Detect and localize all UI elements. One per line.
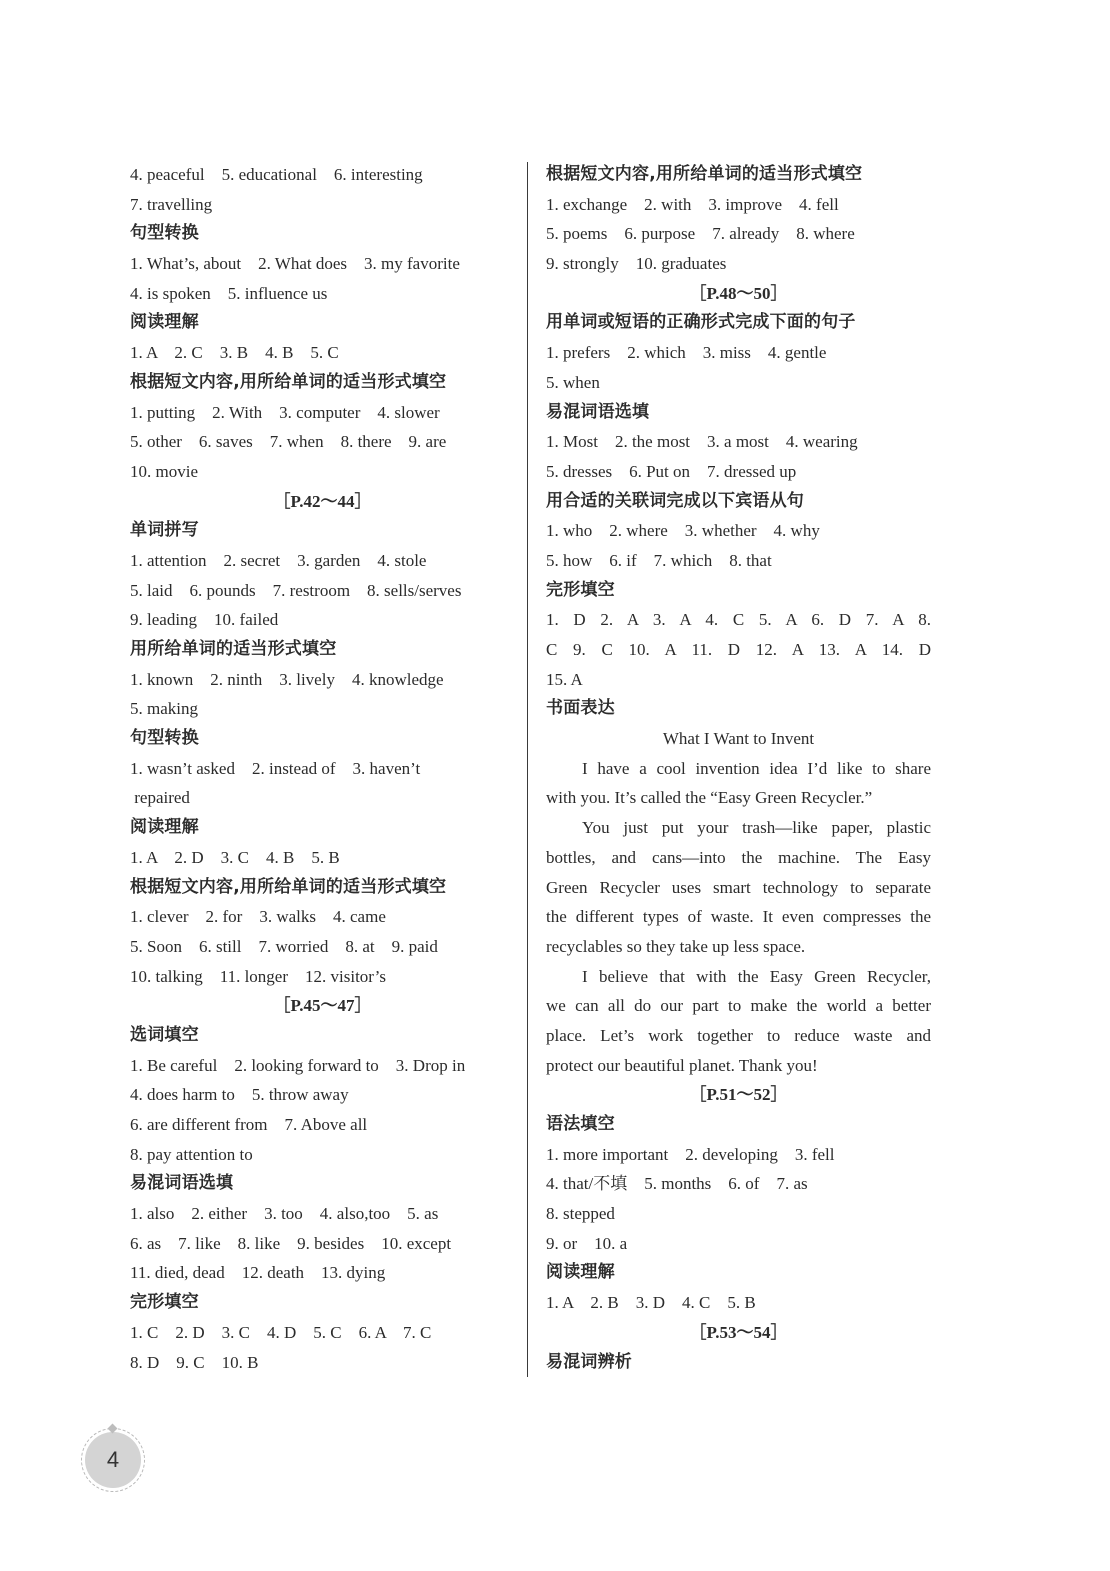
section-heading: 句型转换: [130, 223, 199, 244]
answer-line: 6. are different from 7. Above all: [130, 1115, 368, 1134]
answer-line: 4. that/不填 5. months 6. of 7. as: [546, 1174, 808, 1194]
answer-line: 9. leading 10. failed: [130, 610, 279, 630]
page-number: 4: [85, 1432, 141, 1488]
section-heading: 易混词语选填: [130, 1173, 234, 1194]
answer-line: bottles, and cans—into the machine. The Easy: [546, 847, 931, 867]
page-range-marker: ［P.48～50］: [689, 283, 788, 303]
page-range-marker: ［P.45～47］: [273, 996, 372, 1016]
section-heading: 选词填空: [130, 1024, 199, 1045]
left-column: [130, 160, 515, 1377]
answer-line: 6. as 7. like 8. like 9. besides 10. except: [130, 1233, 452, 1253]
page-range-marker: ［P.51～52］: [689, 1085, 788, 1105]
answer-line: 8. pay attention to: [130, 1144, 253, 1164]
answer-line: 1. who 2. where 3. whether 4. why: [546, 521, 820, 541]
answer-line: 5. how 6. if 7. which 8. that: [546, 550, 772, 570]
answer-line: 5. making: [130, 699, 198, 719]
section-heading: 根据短文内容,用所给单词的适当形式填空: [546, 164, 863, 184]
section-heading: 用所给单词的适当形式填空: [130, 639, 337, 659]
answer-line: 4. is spoken 5. influence us: [130, 283, 328, 303]
answer-line: 1. wasn’t asked 2. instead of 3. haven’t: [130, 758, 421, 778]
answer-line: 10. talking 11. longer 12. visitor’s: [130, 966, 386, 986]
answer-line: 5. when: [546, 372, 600, 392]
answer-line: with you. It’s called the “Easy Green Recycler.”: [546, 788, 873, 808]
section-heading: 阅读理解: [130, 817, 199, 838]
answer-line: 4. peaceful 5. educational 6. interesting: [130, 165, 423, 184]
section-heading: 根据短文内容,用所给单词的适当形式填空: [130, 876, 447, 897]
answer-line: 1. C 2. D 3. C 4. D 5. C 6. A 7. C: [130, 1322, 432, 1342]
answer-line: 1. known 2. ninth 3. lively 4. knowledge: [130, 669, 444, 689]
answer-line: recyclables so they take up less space.: [546, 936, 806, 956]
answer-line: 1. A 2. C 3. B 4. B 5. C: [130, 343, 339, 363]
answer-line: 8. D 9. C 10. B: [130, 1352, 259, 1372]
answer-line: 1. What’s, about 2. What does 3. my favorite: [130, 254, 460, 274]
section-heading: 易混词辨析: [546, 1351, 632, 1372]
answer-line: 10. movie: [130, 461, 198, 481]
answer-line: 5. other 6. saves 7. when 8. there 9. are: [130, 432, 447, 452]
section-heading: 句型转换: [130, 728, 199, 749]
answer-line: 1. D 2. A 3. A 4. C 5. A 6. D 7. A 8.: [546, 610, 931, 630]
column-divider: [527, 162, 528, 1377]
page-range-marker: ［P.42～44］: [273, 491, 372, 511]
answer-line: we can all do our part to make the world a better: [546, 996, 931, 1016]
section-heading: 完形填空: [546, 579, 615, 600]
section-heading: 书面表达: [546, 698, 615, 719]
answer-line: protect our beautiful planet. Thank you!: [546, 1055, 818, 1075]
answer-line: 5. poems 6. purpose 7. already 8. where: [546, 224, 855, 244]
section-heading: 完形填空: [130, 1292, 199, 1313]
page-number-badge: [81, 1428, 145, 1492]
section-heading: 易混词语选填: [546, 401, 650, 422]
right-column: [546, 160, 931, 1377]
answer-line: the different types of waste. It even compresses the: [546, 907, 931, 927]
section-heading: 语法填空: [546, 1114, 615, 1134]
answer-line: repaired: [130, 788, 190, 808]
essay-paragraph-start: You just put your trash—like paper, plastic: [582, 818, 931, 838]
essay-paragraph-start: I believe that with the Easy Green Recycler,: [582, 966, 931, 986]
answer-line: 1. more important 2. developing 3. fell: [546, 1144, 835, 1164]
section-heading: 阅读理解: [546, 1262, 615, 1283]
section-heading: 根据短文内容,用所给单词的适当形式填空: [130, 371, 447, 392]
answer-line: 5. Soon 6. still 7. worried 8. at 9. paid: [130, 936, 438, 956]
answer-line: 1. attention 2. secret 3. garden 4. stole: [130, 550, 427, 570]
essay-paragraph-start: I have a cool invention idea I’d like to share: [582, 758, 931, 778]
answer-line: place. Let’s work together to reduce waste and: [546, 1025, 931, 1045]
answer-line: 1. putting 2. With 3. computer 4. slower: [130, 402, 440, 422]
answer-line: 7. travelling: [130, 194, 213, 214]
answer-line: 4. does harm to 5. throw away: [130, 1085, 349, 1105]
answer-line: C 9. C 10. A 11. D 12. A 13. A 14. D: [546, 640, 931, 659]
answer-line: 1. also 2. either 3. too 4. also,too 5. as: [130, 1204, 439, 1224]
answer-line: 1. prefers 2. which 3. miss 4. gentle: [546, 343, 827, 363]
answer-line: 15. A: [546, 669, 583, 689]
answer-line: 1. A 2. B 3. D 4. C 5. B: [546, 1293, 756, 1313]
answer-line: 1. exchange 2. with 3. improve 4. fell: [546, 194, 839, 214]
page-range-marker: ［P.53～54］: [689, 1322, 788, 1342]
essay-title: What I Want to Invent: [662, 729, 815, 749]
answer-line: 1. clever 2. for 3. walks 4. came: [130, 907, 386, 927]
answer-line: Green Recycler uses smart technology to separate: [546, 877, 931, 897]
answer-line: 1. A 2. D 3. C 4. B 5. B: [130, 847, 340, 867]
answer-line: 8. stepped: [546, 1204, 615, 1224]
section-heading: 阅读理解: [130, 312, 199, 333]
answer-line: 1. Most 2. the most 3. a most 4. wearing: [546, 432, 858, 452]
answer-line: 9. or 10. a: [546, 1233, 628, 1253]
answer-line: 9. strongly 10. graduates: [546, 254, 727, 274]
section-heading: 用合适的关联词完成以下宾语从句: [546, 490, 804, 511]
answer-line: 1. Be careful 2. looking forward to 3. Drop in: [130, 1055, 466, 1075]
answer-line: 11. died, dead 12. death 13. dying: [130, 1263, 386, 1283]
section-heading: 单词拼写: [130, 520, 199, 541]
answer-line: 5. laid 6. pounds 7. restroom 8. sells/serves: [130, 580, 462, 600]
answer-line: 5. dresses 6. Put on 7. dressed up: [546, 461, 797, 481]
section-heading: 用单词或短语的正确形式完成下面的句子: [546, 312, 856, 333]
